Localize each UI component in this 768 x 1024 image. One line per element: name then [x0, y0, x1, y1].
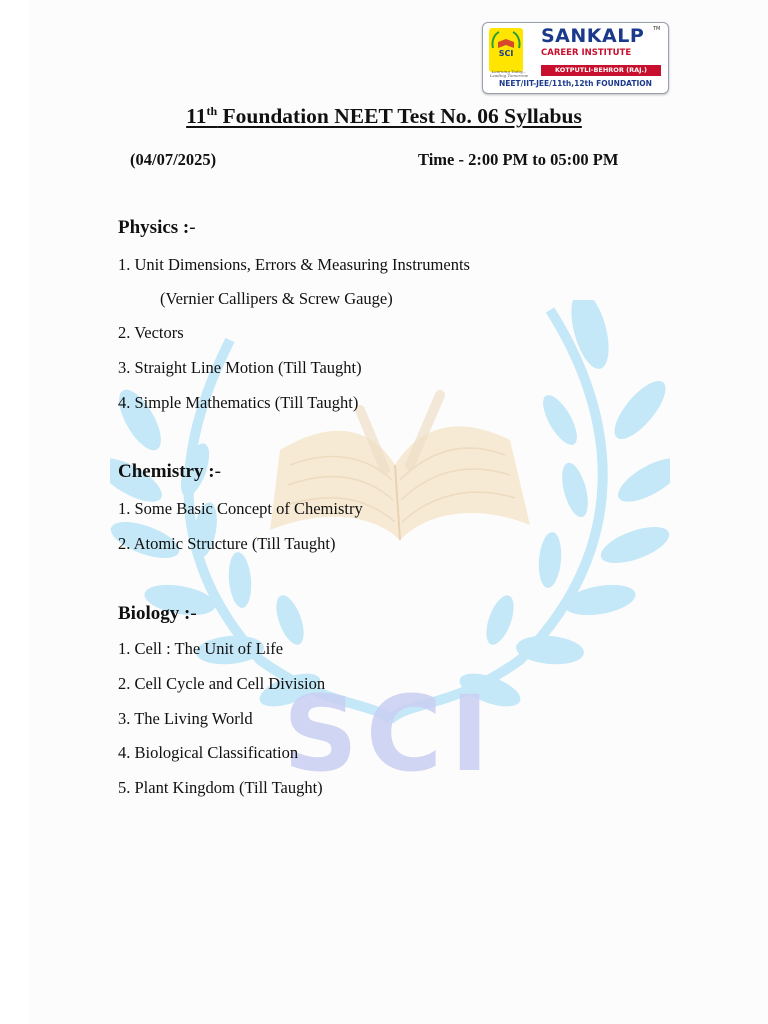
- title-text: Foundation NEET Test No. 06 Syllabus: [217, 104, 582, 128]
- list-item: 2. Atomic Structure (Till Taught): [118, 534, 336, 553]
- heading-label: Chemistry :: [118, 461, 215, 482]
- section-heading-physics: [118, 217, 196, 239]
- institute-logo: [482, 22, 669, 94]
- logo-courses: NEET/IIT-JEE/11th,12th FOUNDATION: [499, 79, 652, 88]
- list-item: 1. Unit Dimensions, Errors & Measuring Instruments: [118, 255, 470, 274]
- heading-separator: -: [214, 461, 221, 482]
- logo-subtitle: CAREER INSTITUTE: [541, 48, 632, 58]
- watermark-text: SCI: [283, 673, 497, 795]
- title-superscript: th: [206, 103, 218, 118]
- heading-label: Biology :: [118, 603, 191, 624]
- list-item: 3. Straight Line Motion (Till Taught): [118, 358, 362, 377]
- list-item: 2. Cell Cycle and Cell Division: [118, 674, 326, 693]
- list-item: (Vernier Callipers & Screw Gauge): [160, 289, 393, 308]
- logo-name: SANKALP: [541, 25, 645, 47]
- heading-label: Physics :: [118, 217, 190, 238]
- list-item: 4. Simple Mathematics (Till Taught): [118, 393, 359, 412]
- test-time: Time - 2:00 PM to 05:00 PM: [418, 150, 619, 169]
- logo-emblem-text: SCI: [498, 49, 514, 58]
- section-heading-chemistry: [118, 461, 221, 483]
- list-item: 1. Some Basic Concept of Chemistry: [118, 499, 363, 518]
- heading-separator: -: [190, 603, 197, 624]
- list-item: 3. The Living World: [118, 709, 253, 728]
- list-item: 2. Vectors: [118, 323, 184, 342]
- section-heading-biology: [118, 603, 197, 625]
- title-prefix: 11: [186, 104, 207, 128]
- logo-trademark: TM: [653, 26, 661, 32]
- logo-tagline: Learning Today... Leading Tomorrow: [489, 69, 529, 78]
- heading-separator: -: [189, 217, 196, 238]
- list-item: 5. Plant Kingdom (Till Taught): [118, 778, 323, 797]
- test-date: (04/07/2025): [130, 150, 217, 169]
- list-item: 1. Cell : The Unit of Life: [118, 639, 284, 658]
- logo-location: KOTPUTLI-BEHROR (RAJ.): [541, 65, 661, 76]
- list-item: 4. Biological Classification: [118, 743, 299, 762]
- page-title: [0, 104, 768, 129]
